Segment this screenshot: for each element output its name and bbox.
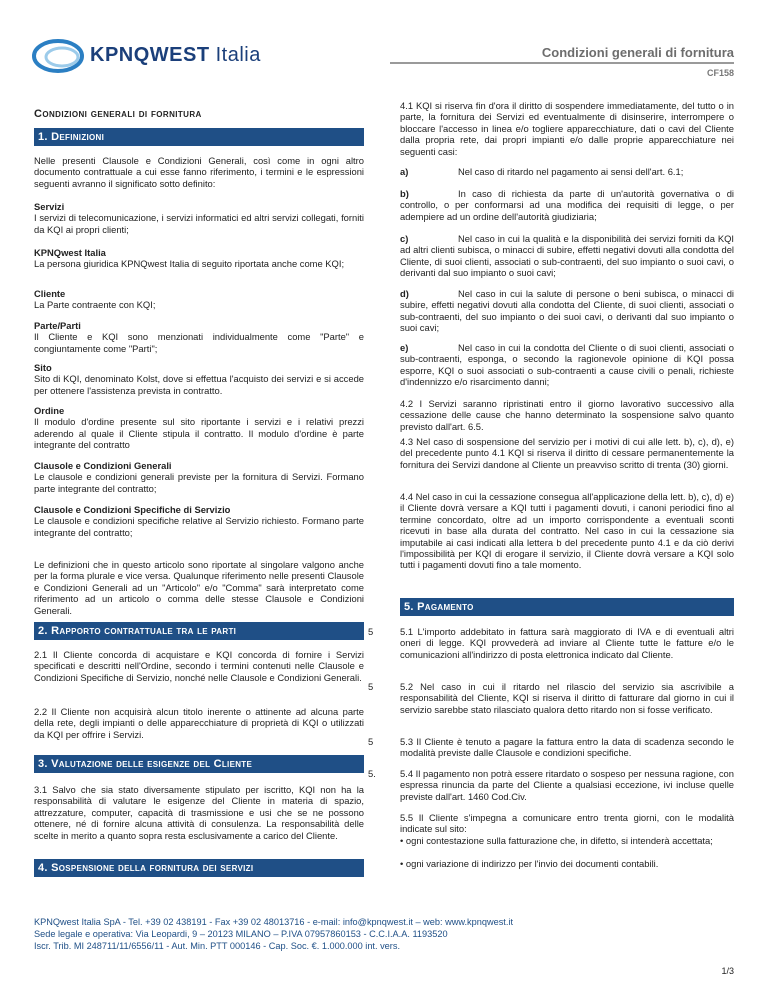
- globe-swoosh-icon: [32, 36, 88, 76]
- definition-cliente: Cliente La Parte contraente con KQI;: [34, 288, 156, 311]
- s5-bullet-2: • ogni variazione di indirizzo per l'invio dei documenti contabili.: [400, 858, 659, 869]
- s4-case-e: e) Nel caso in cui la condotta del Cliente o di suoi clienti, associati o sub-contraenti, esponga, o secondo la ragionevole opinione di KQI possa esporre, KQI o suoi associati o sub-contraenti a cause civili o penali, richieste d'indennizzo e/o risarcimento danni;: [400, 342, 734, 388]
- page-title: Condizioni generali di fornitura: [34, 108, 202, 120]
- definition-parti: Parte/Parti Il Cliente e KQI sono menzionati individualmente come "Parte" e congiuntamente come "Parti";: [34, 320, 364, 354]
- s5-item-4: 5. 5.4 Il pagamento non potrà essere ritardato o sospeso per nessuna ragione, con espressa rinuncia da parte del Cliente a qualsiasi eccezione, ivi incluse quelle previste dall'art. 1460 Cod.Civ.: [368, 768, 734, 802]
- s4-case-b: b) In caso di richiesta da parte di un'autorità governativa o di controllo, o per conformarsi ad una modifica dei requisiti di legge, o per adempiere ad un ordine dell'autorità giudiziaria;: [400, 188, 734, 222]
- s2-p1: 2.1 Il Cliente concorda di acquistare e KQI concorda di fornire i Servizi specificati e descritti nell'Ordine, secondo i termini contenuti nelle Clausole e Condizioni Specifiche di Servizio, nonché nelle Clausole e Condizioni Generali.: [34, 649, 364, 683]
- section-2-header: 2. Rapporto contrattuale tra le parti: [34, 622, 364, 640]
- definition-servizi: Servizi I servizi di telecomunicazione, i servizi informatici ed altri servizi collegati, forniti da KQI ai propri clienti;: [34, 201, 364, 235]
- section-4-header: 4. Sospensione della fornitura dei servizi: [34, 859, 364, 877]
- s4-p41: 4.1 KQI si riserva fin d'ora il diritto di sospendere immediatamente, del tutto o in parte, la fornitura dei Servizi ed eventualmente di disinserire, interrompere o bloccare l'accesso in linea e/o togliere apparecchiature, dati o cavi del Cliente dalla propria rete, dai propri impianti e/o dalle proprie apparecchiature nei seguenti casi:: [400, 100, 734, 157]
- section-5-header: 5. Pagamento: [400, 598, 734, 616]
- s1-intro: Nelle presenti Clausole e Condizioni Generali, così come in ogni altro documento contrattuale a cui esse fanno riferimento, i termini e le espressioni seguenti avranno il significato sotto definito:: [34, 155, 364, 189]
- s5-item-3: 5 5.3 Il Cliente è tenuto a pagare la fattura entro la data di scadenza secondo le modalità previste dalle Clausole e condizioni specifiche.: [368, 736, 734, 759]
- s4-p44: 4.4 Nel caso in cui la cessazione consegua all'applicazione della lett. b), c), d) e) il Cliente dovrà versare a KQI tutti i pagamenti dovuti, i canoni periodici fino al termine concordato, oltre ad un importo corrispondente a eventuali sconti ricevuti in base alla durata del contratto. Nel caso in cui la cessazione sia imputabile ai casi indicati alla lettera b del precedente punto 4.1 e da ciò derivi l'impossibilità per KQI di erogare il servizio, il Cliente dovrà versare a KQI solo tutti i pagamenti dovuti fino a tale momento.: [400, 491, 734, 571]
- definition-ordine: Ordine Il modulo d'ordine presente sul sito riportante i servizi e i relativi prezzi aderendo al quale il Cliente stipula il contratto. Il modulo d'ordine è parte integrante del contratto: [34, 405, 364, 451]
- header-divider: [390, 62, 734, 64]
- s5-item-1: 5 5.1 L'importo addebitato in fattura sarà maggiorato di IVA e di eventuali altri oneri di legge. KQI provvederà ad inviare al Cliente tutte le fatture e/o le comunicazioni all'indirizzo di posta elettronica indicato dal Cliente.: [368, 626, 734, 660]
- s4-p42: 4.2 I Servizi saranno ripristinati entro il giorno lavorativo successivo alla cessazione delle cause che hanno determinato la sospensione salvo quanto previsto dall'art. 6.5.: [400, 398, 734, 432]
- definition-kpnqwest: KPNQwest Italia La persona giuridica KPNQwest Italia di seguito riportata anche come KQI;: [34, 247, 345, 270]
- s4-case-c: c) Nel caso in cui la qualità e la disponibilità dei servizi forniti da KQI ad altri clienti subisca, o minacci di subire, effetti negativi dovuti alla condotta del Cliente, di suoi clienti, associati o sub-contraenti, del suo impianto o suoi cavi, o derivanti dal suo impianto o suoi cavi;: [400, 233, 734, 279]
- footer: [34, 916, 513, 952]
- header-doc-title: Condizioni generali di fornitura: [541, 45, 734, 60]
- s1-closing: Le definizioni che in questo articolo sono riportate al singolare valgono anche per la forma plurale e vice versa. Qualunque riferimento nelle presenti Clausole e Condizioni Generali ad un "Articolo" e/o "Comma" sarà interpretato come riferimento ad un articolo o comma delle stesse Clausole e Condizioni Generali.: [34, 559, 364, 616]
- s5-p55: 5.5 Il Cliente s'impegna a comunicare entro trenta giorni, con le modalità indicate sul sito:: [400, 812, 734, 835]
- definition-clausole-generali: Clausole e Condizioni Generali Le clausole e condizioni generali previste per la fornitura di Servizi. Formano parte integrante del contratto;: [34, 460, 364, 494]
- page-number: 1/3: [721, 966, 734, 976]
- section-1-header: 1. Definizioni: [34, 128, 364, 146]
- footer-contacts: KPNQwest Italia SpA - Tel. +39 02 438191 - Fax +39 02 48013716 - e-mail: info@kpnqwest.it – web: www.kpnqwest.it: [34, 917, 513, 927]
- section-3-header: 3. Valutazione delle esigenze del Cliente: [34, 755, 364, 773]
- s2-p2: 2.2 Il Cliente non acquisirà alcun titolo inerente o attinente ad alcuna parte della rete, degli impianti o delle apparecchiature di proprietà di KQI o utilizzati da KQI per offrire i Servizi.: [34, 706, 364, 740]
- s5-bullet-1: • ogni contestazione sulla fatturazione che, in difetto, si intenderà accettata;: [400, 835, 713, 846]
- footer-address: Sede legale e operativa: Via Leopardi, 9 – 20123 MILANO – P.IVA 07957860153 - C.C.I.A.A. 1193520: [34, 929, 448, 939]
- s5-item-2: 5 5.2 Nel caso in cui il ritardo nel rilascio del servizio sia ascrivibile a responsabilità del Cliente, KQI si riserva il diritto di fatturare dal giorno in cui il servizio sarebbe stato rilasciato qualora detto ritardo non si fosse verificato.: [368, 681, 734, 715]
- s4-case-d: d) Nel caso in cui la salute di persone o beni subisca, o minacci di subire, effetti negativi dovuti alla condotta del Cliente, di suoi clienti, associati o sub-contraenti, del suo impianto o dei suoi cavi, o derivanti dal suo impianto o suoi cavi;: [400, 288, 734, 334]
- s3-p1: 3.1 Salvo che sia stato diversamente stipulato per iscritto, KQI non ha la responsabilità di valutare le esigenze del Cliente in materia di spazio, attrezzature, computer, capacità di trasmissione e usi che se ne possono ottenere, né di fornire alcuna attività di consulenza. La responsabilità delle scelte in merito a quanto sopra resta esclusivamente a carico del Cliente.: [34, 784, 364, 841]
- logo-brand: KPNQWEST Italia: [90, 44, 261, 66]
- s4-case-a: a) Nel caso di ritardo nel pagamento ai sensi dell'art. 6.1;: [400, 166, 684, 177]
- s4-p43: 4.3 Nel caso di sospensione del servizio per i motivi di cui alle lett. b), c), d), e) del precedente punto 4.1 KQI si riserva il diritto di cessare permanentemente la fornitura dei Servizi dandone al Cliente un preavviso scritto di trenta (30) giorni.: [400, 436, 734, 470]
- definition-sito: Sito Sito di KQI, denominato Kolst, dove si effettua l'acquisto dei servizi e si accede per ottenere l'assistenza prevista in contratto.: [34, 362, 364, 396]
- header-doc-code: CF158: [706, 68, 734, 78]
- definition-clausole-specifiche: Clausole e Condizioni Specifiche di Servizio Le clausole e condizioni specifiche relative al Servizio richiesto. Formano parte integrante del contratto;: [34, 504, 364, 538]
- company-logo: [32, 36, 282, 76]
- footer-registration: Iscr. Trib. MI 248711/11/6556/11 - Aut. Min. PTT 000146 - Cap. Soc. €. 1.000.000 int. vers.: [34, 941, 400, 951]
